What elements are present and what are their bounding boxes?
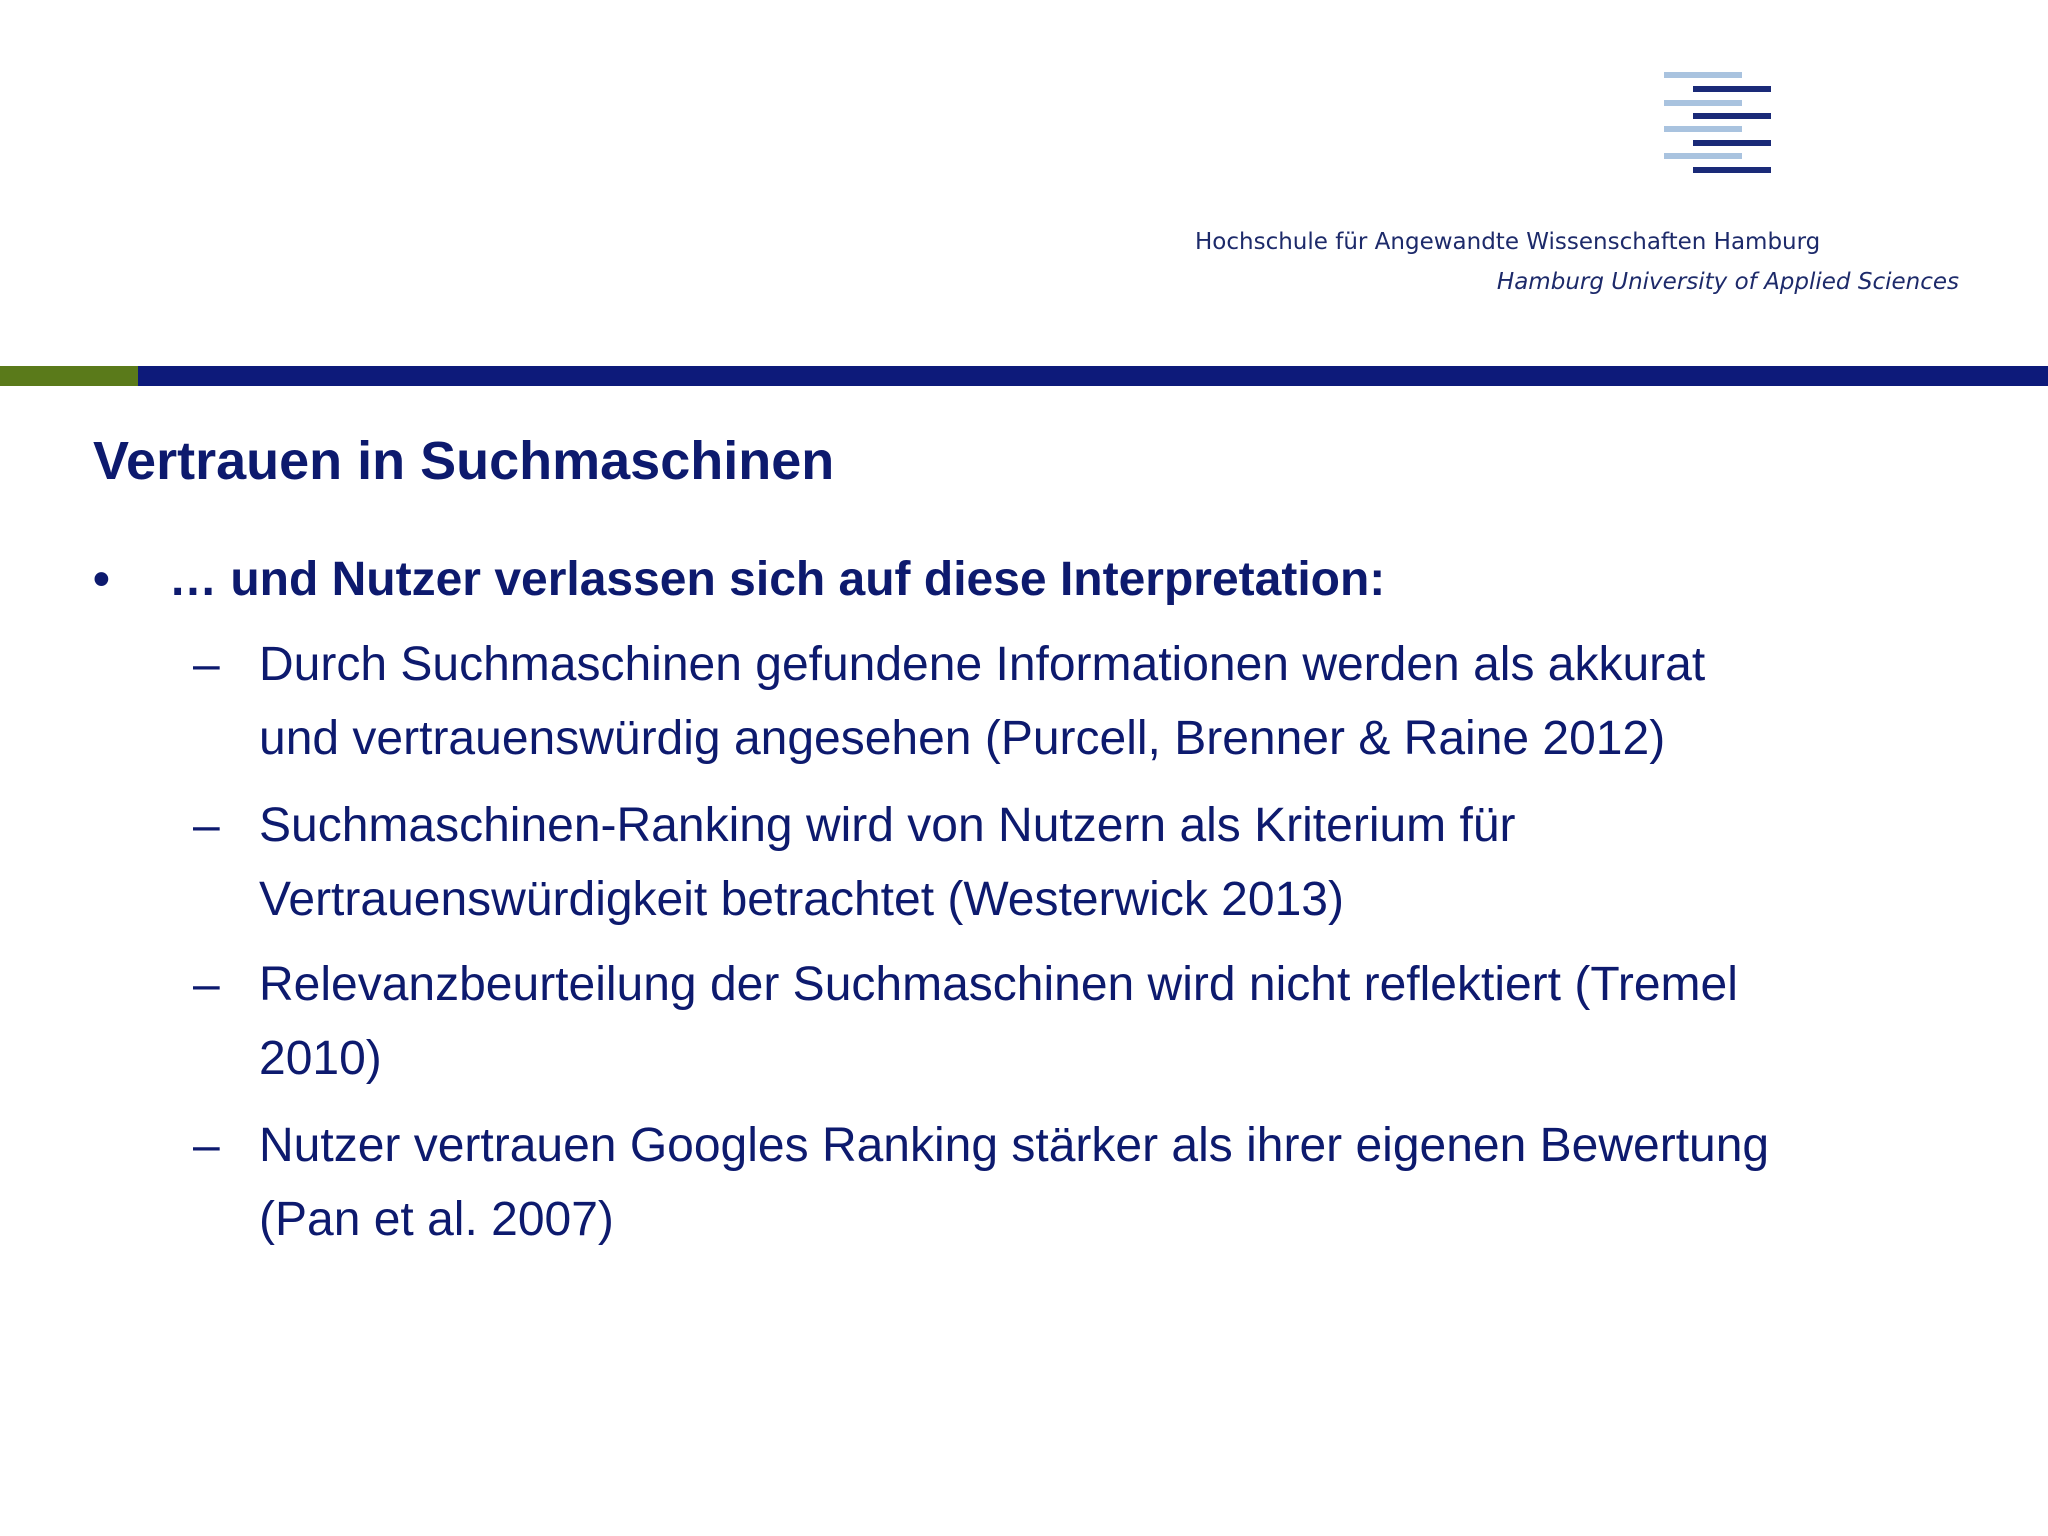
- sub-item-dash: –: [193, 1119, 220, 1172]
- sub-item-line: und vertrauenswürdig angesehen (Purcell, Brenner & Raine 2012): [259, 712, 1666, 765]
- bullet-text: … und Nutzer verlassen sich auf diese Interpretation:: [169, 553, 1386, 606]
- sub-item-dash: –: [193, 958, 220, 1011]
- sub-item-line: Relevanzbeurteilung der Suchmaschinen wird nicht reflektiert (Tremel: [259, 958, 1738, 1011]
- sub-item-dash: –: [193, 638, 220, 691]
- sub-item-dash: –: [193, 799, 220, 852]
- sub-item-line: (Pan et al. 2007): [259, 1193, 614, 1246]
- institution-name-german: Hochschule für Angewandte Wissenschaften Hamburg: [1195, 229, 1821, 255]
- sub-item-line: Vertrauenswürdigkeit betrachtet (Westerwick 2013): [259, 873, 1344, 926]
- institution-name-english: Hamburg University of Applied Sciences: [1496, 269, 1959, 295]
- slide-title: Vertrauen in Suchmaschinen: [93, 431, 835, 491]
- header-divider: [0, 366, 2048, 386]
- haw-logo-icon: [1660, 66, 1772, 178]
- header-divider-accent: [0, 366, 138, 386]
- bullet-mark: •: [93, 553, 110, 606]
- sub-item-line: Durch Suchmaschinen gefundene Informationen werden als akkurat: [259, 638, 1706, 691]
- sub-item-line: 2010): [259, 1032, 382, 1085]
- sub-item-line: Nutzer vertrauen Googles Ranking stärker als ihrer eigenen Bewertung: [259, 1119, 1770, 1172]
- sub-item-line: Suchmaschinen-Ranking wird von Nutzern als Kriterium für: [259, 799, 1516, 852]
